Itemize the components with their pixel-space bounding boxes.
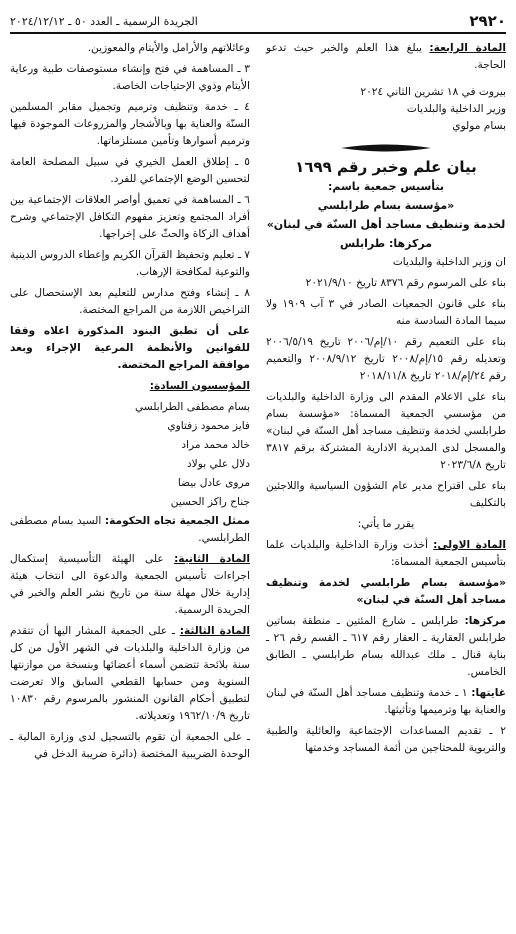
association-name: «مؤسسة بسام طرابلسي لخدمة وتنظيف مساجد أهل السنّة في لبنان»: [266, 577, 506, 606]
column-gap: [250, 40, 266, 767]
two-column-body: [10, 40, 506, 767]
article-3: المادة الثالثة: ـ على الجمعية المشار اليها أن تتقدم من وزارة الداخلية والبلديات في الشهر الأول من كل سنة بلائحة تتضمن أسماء أعضائها وبنسخة من موازنتها السنوية ومن حسابها القطعي السابق والا تعرضت لتطبيق أحكام القانون المنشور بالمرسوم رقم ١٠٨٣٠ تاريخ ١٩٦٢/١٠/٩ وتعديلاته.: [10, 625, 250, 722]
founder-name: جناح راكز الحسين: [170, 496, 250, 508]
intro: ان وزير الداخلية والبلديات: [392, 256, 506, 268]
ornament-divider: [266, 143, 506, 153]
condition: على أن تطبق البنود المذكورة اعلاه وفقا للقوانين والأنظمة المرعية الإجراء وبعد موافقة المراجع المختصة.: [10, 325, 250, 371]
notice-subtitle-4: مركزها: طرابلس: [339, 237, 433, 250]
journal-title: الجريدة الرسمية ـ العدد ٥٠ ـ ٢٠٢٤/١٢/١٢: [10, 14, 198, 28]
goal-5: ٥ ـ إطلاق العمل الخيري في سبيل المصلحة العامة لتحسين الوضع الإجتماعي للفرد.: [10, 156, 250, 185]
founder-name: دلال علي بولاد: [186, 458, 250, 470]
sign-title: وزير الداخلية والبلديات: [406, 103, 506, 115]
notice-title: بيان علم وخبر رقم ١٦٩٩: [295, 158, 477, 176]
notice-subtitle-2: «مؤسسة بسام طرابلسي: [317, 199, 455, 212]
article-4: المادة الرابعة: يبلغ هذا العلم والخبر حيث تدعو الحاجة.: [266, 42, 506, 71]
article-1: المادة الاولى: أخذت وزارة الداخلية والبلديات علما بتأسيس الجمعية المسماة:: [266, 539, 506, 568]
founders-list: [10, 399, 250, 511]
page-header: [10, 10, 506, 34]
goal-8: ٨ ـ إنشاء وفتح مدارس للتعليم بعد الإستحصال على التراخيص اللازمة من المراجع المختصة.: [10, 287, 250, 316]
founder-name: بسام مصطفى الطرابلسي: [134, 401, 250, 413]
right-column: [266, 40, 506, 767]
founder-name: مروى عادل بيضا: [177, 477, 250, 489]
sign-place: بيروت في ١٨ تشرين الثاني ٢٠٢٤: [360, 86, 506, 98]
decision-line: يقرر ما يأتي:: [357, 518, 415, 530]
para-1: بناء على المرسوم رقم ٨٣٧٦ تاريخ ٢٠٢١/٩/١٠: [305, 277, 506, 289]
page-number: ٢٩٢٠: [469, 12, 506, 30]
article-3-b: ـ على الجمعية أن تقوم بالتسجيل لدى وزارة المالية ـ الوحدة الضريبية المختصة (دائرة ضريبة الدخل في: [10, 731, 250, 760]
para-5: بناء على اقتراح مدير عام الشؤون السياسية واللاجئين بالتكليف: [266, 480, 506, 509]
article-2: المادة الثانية: على الهيئة التأسيسية إستكمال اجراءات تأسيس الجمعية والدعوة الى انتخاب هيئة إدارية خلال مهلة سنة من تاريخ نشر العلم والخبر في الجريدة الرسمية.: [10, 553, 250, 616]
founder-name: فايز محمود زفتاوي: [167, 420, 250, 432]
para-3: بناء على التعميم رقم ١٠/إم/٢٠٠٦ تاريخ ٢٠٠٦/٥/١٩ وتعديله رقم ١٥/إم/٢٠٠٨ تاريخ ٢٠٠٨/٩/١٢ والتعميم رقم ٢٤/إم/٢٠١٨ تاريخ ٢٠١٨/١١/٨: [266, 336, 506, 382]
goal-4: ٤ ـ خدمة وتنظيف وترميم وتجميل مقابر المسلمين السنّة والعناية بها وبالأشجار والمزروعات الموجودة فيها وترميم أسوارها وتأمين مستلزماتها.: [10, 101, 250, 147]
representative: ممثل الجمعية تجاه الحكومة: السيد بسام مصطفى الطرابلسي.: [10, 515, 250, 544]
sign-name: بسام مولوي: [452, 120, 506, 132]
notice-subtitle-1: بتأسيس جمعية باسم:: [327, 180, 445, 193]
goals-2: ٢ ـ تقديم المساعدات الإجتماعية والعائلية والطبية والتربوية للمحتاجين من أئمة المساجد وخدمتها: [266, 725, 506, 754]
founders-label: المؤسسون السادة:: [149, 380, 250, 392]
left-column: [10, 40, 250, 767]
notice-subtitle-3: لخدمة وتنظيف مساجد أهل السنّة في لبنان»: [266, 218, 506, 231]
goal-3: ٣ ـ المساهمة في فتح وإنشاء مستوصفات طبية ورعاية الأيتام وذوي الإحتياجات الخاصة.: [10, 63, 250, 92]
signature-block: [266, 84, 506, 135]
goal-6: ٦ ـ المساهمة في تعميق أواصر العلاقات الإجتماعية بين أفراد المجتمع وتعزيز مفهوم التكافل الإجتماعي وشرح أهداف الزكاة والحثّ على إخراجها.: [10, 194, 250, 240]
founder-name: خالد محمد مراد: [181, 439, 250, 451]
goals-1: غايتها: ١ ـ خدمة وتنظيف مساجد أهل السنّة في لبنان والعناية بها وترميمها وتأثيثها.: [266, 687, 506, 716]
para-2: بناء على قانون الجمعيات الصادر في ٣ آب ١٩٠٩ ولا سيما المادة السادسة منه: [266, 298, 506, 327]
headquarters: مركزها: طرابلس ـ شارع المئتين ـ منطقة بساتين طرابلس العقارية ـ العقار رقم ٦١٧ ـ القسم رقم ٢٦ ـ بناية قنال ـ ملك عبدالله بسام طرابلسي ـ الطابق الخامس.: [266, 615, 506, 678]
para-4: بناء على الاعلام المقدم الى وزارة الداخلية والبلديات من مؤسسي الجمعية المسماة: «مؤسسة بسام طرابلسي لخدمة وتنظيف مساجد أهل السنّة في لبنان» والمسجل لدى المديرية الادارية المشتركة برقم ٣٨١٧ تاريخ ٢٠٢٣/٦/٨: [266, 391, 506, 471]
continuation: وعائلاتهم والأرامل والأيتام والمعوزين.: [87, 42, 250, 54]
goal-7: ٧ ـ تعليم وتحفيظ القرآن الكريم وإعطاء الدروس الدينية والتوعية لمكافحة الإرهاب.: [10, 249, 250, 278]
